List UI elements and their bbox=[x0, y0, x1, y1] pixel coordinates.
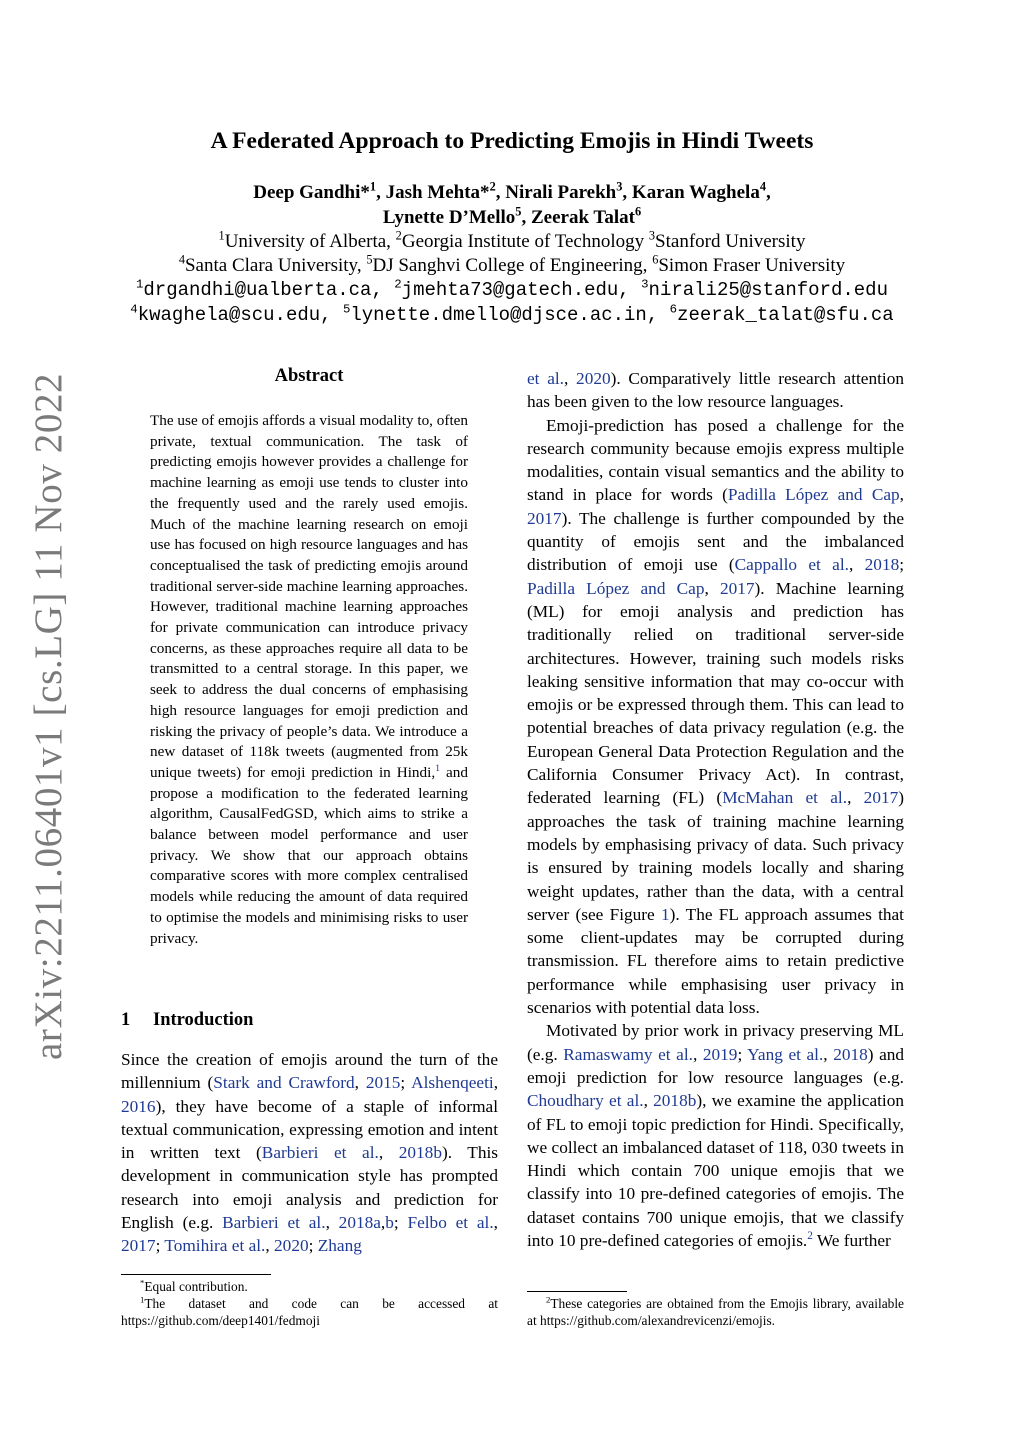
affiliation-marker: 1 bbox=[218, 228, 225, 243]
email-marker: 1 bbox=[135, 277, 144, 292]
email: drgandhi@ualberta.ca, bbox=[143, 279, 395, 301]
footnote-marker: * bbox=[140, 1277, 145, 1288]
citation-link[interactable]: 2018 bbox=[833, 1044, 868, 1064]
author-list bbox=[0, 180, 1024, 230]
right-column bbox=[527, 367, 904, 1252]
email-marker: 6 bbox=[669, 302, 678, 317]
author-marker: 4 bbox=[759, 179, 767, 194]
text: , bbox=[692, 1044, 703, 1064]
author-name: , Jash Mehta* bbox=[376, 182, 490, 203]
email: lynette.dmello@djsce.ac.in, bbox=[350, 304, 670, 326]
author-name: , Karan Waghela bbox=[622, 182, 760, 203]
text: ). Machine learning (ML) for emoji analysis and prediction has traditionally relied on traditional server-side architectures. However, training such models risks leaking sensitive information that may co-occur with emojis or be expressed through them. This can lead to potential breaches of data privacy regulation (e.g. the European General Data Protection Regulation and the California Consumer Privacy Act). In contrast, federated learning (FL) ( bbox=[527, 578, 904, 808]
author-name: , Nirali Parekh bbox=[495, 182, 617, 203]
email: nirali25@stanford.edu bbox=[648, 279, 888, 301]
citation-link[interactable]: 2017 bbox=[719, 578, 755, 598]
affiliation: Santa Clara University, bbox=[184, 255, 367, 276]
citation-link[interactable]: Tomihira et al. bbox=[164, 1236, 266, 1256]
affiliation-marker: 5 bbox=[366, 252, 373, 267]
author-name: Lynette D’Mello bbox=[382, 207, 516, 228]
footnote-rule bbox=[121, 1274, 271, 1275]
text: ), they have become of a staple of informal textual communication, expressing emotion and intent in written text ( bbox=[121, 1096, 498, 1163]
introduction-paragraph bbox=[121, 1048, 498, 1258]
author-marker: 6 bbox=[634, 204, 642, 219]
text: , bbox=[564, 369, 577, 388]
email-marker: 5 bbox=[342, 302, 351, 317]
affiliation: Stanford University bbox=[655, 231, 806, 252]
text: , bbox=[378, 1143, 399, 1163]
text: , bbox=[823, 1044, 834, 1064]
section-heading bbox=[121, 1010, 253, 1031]
footnote-text: The dataset and code can be accessed at https://github.com/deep1401/fedmoji bbox=[121, 1296, 498, 1328]
citation-link[interactable]: et al. bbox=[527, 369, 564, 388]
text: Emoji-prediction has posed a challenge for the research community because emojis express multiple modalities, contain visual semantics and the ability to stand in place for words ( bbox=[527, 415, 904, 505]
arxiv-identifier: arXiv:2211.06401v1 [cs.LG] 11 Nov 2022 bbox=[27, 372, 70, 1060]
abstract-heading: Abstract bbox=[274, 366, 344, 386]
citation-link[interactable]: Zhang bbox=[317, 1236, 362, 1256]
footnotes-left bbox=[121, 1278, 498, 1329]
paragraph-2 bbox=[527, 414, 904, 1020]
text: ; bbox=[308, 1236, 318, 1256]
citation-link[interactable]: McMahan et al. bbox=[722, 788, 848, 808]
text: We further bbox=[812, 1230, 891, 1250]
affiliation-marker: 3 bbox=[648, 228, 656, 243]
text: , bbox=[899, 485, 904, 505]
paragraph-3 bbox=[527, 1019, 904, 1252]
footnote-2 bbox=[527, 1295, 904, 1329]
text: ) approaches the task of training machine learning models by emphasising privacy of data. Such privacy is ensured by training models locally and sharing weight updates, rather than the data, with a central server (see Figure bbox=[527, 788, 904, 924]
email-marker: 4 bbox=[130, 302, 138, 317]
citation-link[interactable]: Padilla López and Cap bbox=[527, 578, 705, 598]
author-marker: 5 bbox=[515, 204, 522, 219]
email-marker: 3 bbox=[641, 277, 649, 292]
text: ). This development in communication style has prompted research into emoji analysis and prediction for English (e.g. bbox=[121, 1143, 499, 1233]
citation-link[interactable]: 2018 bbox=[864, 555, 900, 575]
text: ; bbox=[400, 1073, 412, 1093]
text: Motivated by prior work in privacy preserving ML (e.g. bbox=[527, 1021, 904, 1064]
text: , bbox=[325, 1213, 339, 1233]
paragraph-1 bbox=[527, 367, 904, 414]
citation-link[interactable]: Ramaswamy et al. bbox=[563, 1044, 693, 1064]
email-list bbox=[0, 278, 1024, 328]
citation-link[interactable]: 2017 bbox=[121, 1236, 156, 1256]
affiliation: Simon Fraser University bbox=[658, 255, 846, 276]
text: , bbox=[354, 1073, 366, 1093]
abstract-body bbox=[150, 411, 468, 949]
text: Since the creation of emojis around the turn of the millennium ( bbox=[121, 1050, 498, 1093]
text: ). The FL approach assumes that some client-updates may be corrupted during transmission. FL therefore aims to retain predictive performance while emphasising user privacy in scenarios with potential data loss. bbox=[527, 904, 904, 1018]
paper-title: A Federated Approach to Predicting Emojis in Hindi Tweets bbox=[210, 128, 814, 154]
citation-link[interactable]: 2020 bbox=[274, 1236, 309, 1256]
email-marker: 2 bbox=[394, 277, 402, 292]
affiliation: University of Alberta, bbox=[224, 231, 396, 252]
text: ). Comparatively little research attention has been given to the low resource languages. bbox=[527, 369, 904, 412]
citation-link[interactable]: 2017 bbox=[527, 508, 562, 528]
affiliation: Georgia Institute of Technology bbox=[401, 231, 649, 252]
section-number: 1 bbox=[121, 1010, 131, 1030]
citation-link[interactable]: b bbox=[385, 1213, 394, 1233]
abstract-text: The use of emojis affords a visual modality to, often private, textual communication. The task of predicting emojis however provides a challenge for machine learning as emoji use tends to cluster into the frequently used and the rarely used emojis. Much of the machine learning research on emoji use has focused on high resource languages and has conceptualised the task of predicting emojis around traditional server-side machine learning approaches. However, traditional machine learning approaches for private communication can introduce privacy concerns, as these approaches require all data to be transmitted to a central storage. In this paper, we seek to address the dual concerns of emphasising high resource languages for emoji prediction and risking the privacy of people’s data. We introduce a new dataset of 118k tweets (augmented from 25k unique tweets) for emoji prediction in Hindi, bbox=[150, 412, 468, 781]
text: , bbox=[380, 1213, 386, 1233]
citation-link[interactable]: 2016 bbox=[121, 1096, 156, 1116]
text: , bbox=[704, 578, 720, 598]
citation-link[interactable]: Barbieri et al. bbox=[261, 1143, 379, 1163]
affiliation-list bbox=[0, 230, 1024, 278]
email: zeerak_talat@sfu.ca bbox=[677, 304, 894, 326]
citation-link[interactable]: 2017 bbox=[863, 788, 899, 808]
affiliation-marker: 4 bbox=[178, 252, 185, 267]
text: , bbox=[493, 1213, 498, 1233]
author-marker: 1 bbox=[369, 179, 377, 194]
text: ) and emoji prediction for low resource languages (e.g. bbox=[527, 1044, 905, 1087]
footnote-link[interactable]: 1 bbox=[435, 762, 441, 774]
citation-link[interactable]: Cappallo et al. bbox=[734, 555, 849, 575]
citation-link[interactable]: 2020 bbox=[576, 369, 611, 388]
abstract-text: and propose a modification to the federated learning algorithm, CausalFedGSD, which aims to strike a balance between model performance and user privacy. We show that our approach obtains comparative scores with more complex centralised models while reducing the amount of data required to optimise the models and minimising risks to user privacy. bbox=[150, 763, 468, 947]
citation-link[interactable]: Choudhary et al. bbox=[527, 1091, 644, 1111]
author-separator: , bbox=[766, 182, 771, 203]
text: ; bbox=[393, 1213, 408, 1233]
text: ; bbox=[737, 1044, 748, 1064]
citation-link[interactable]: Yang et al. bbox=[747, 1044, 824, 1064]
footnote-marker: 1 bbox=[140, 1294, 145, 1305]
citation-link[interactable]: 2018b bbox=[398, 1143, 442, 1163]
text: , bbox=[848, 555, 865, 575]
author-name: , Zeerak Talat bbox=[521, 207, 635, 228]
citation-link[interactable]: Barbieri et al. bbox=[222, 1213, 326, 1233]
author-name: Deep Gandhi* bbox=[253, 182, 370, 203]
citation-link[interactable]: 2019 bbox=[702, 1044, 738, 1064]
citation-link[interactable]: 2018a bbox=[338, 1213, 381, 1233]
citation-link[interactable]: 2018b bbox=[653, 1091, 697, 1111]
text: ), we examine the application of FL to emoji topic prediction for Hindi. Specifically, we collect an imbalanced dataset of 118, 030 tweets in Hindi which contain 700 unique emojis that we classify into 10 pre-defined categories of emojis. The dataset contains 700 unique emojis, that we classify into 10 pre-defined categories of emojis. bbox=[527, 1091, 904, 1250]
intro-paragraph bbox=[121, 1048, 498, 1258]
footnote-text: Equal contribution. bbox=[144, 1279, 248, 1294]
section-title: Introduction bbox=[153, 1010, 254, 1030]
footnote-1 bbox=[121, 1295, 498, 1329]
figure-link[interactable]: 1 bbox=[660, 904, 670, 924]
citation-link[interactable]: Alshenqeeti bbox=[411, 1073, 494, 1093]
citation-link[interactable]: 2015 bbox=[365, 1073, 401, 1093]
citation-link[interactable]: Padilla López and Cap bbox=[727, 485, 900, 505]
footnote-text: These categories are obtained from the Emojis library, available at https://github.com/alexandrevicenzi/emojis. bbox=[527, 1296, 904, 1328]
email: jmehta73@gatech.edu, bbox=[401, 279, 642, 301]
text: , bbox=[847, 788, 864, 808]
text: , bbox=[265, 1236, 275, 1256]
footnote-link[interactable]: 2 bbox=[807, 1230, 813, 1243]
email: kwaghela@scu.edu, bbox=[137, 304, 343, 326]
citation-link[interactable]: Stark and Crawford bbox=[213, 1073, 355, 1093]
text: ; bbox=[899, 555, 905, 575]
text: ; bbox=[155, 1236, 165, 1256]
affiliation-marker: 6 bbox=[652, 252, 659, 267]
author-marker: 3 bbox=[616, 179, 623, 194]
affiliation-marker: 2 bbox=[395, 228, 402, 243]
abstract-paragraph bbox=[150, 411, 468, 949]
text: ). The challenge is further compounded by the quantity of emojis sent and the imbalanced distribution of emoji use ( bbox=[527, 508, 904, 575]
text: , bbox=[493, 1073, 499, 1093]
footnote-marker: 2 bbox=[546, 1294, 551, 1305]
affiliation: DJ Sanghvi College of Engineering, bbox=[372, 255, 653, 276]
footnote-rule bbox=[527, 1291, 627, 1292]
text: , bbox=[643, 1091, 654, 1111]
footnote-equal-contribution bbox=[121, 1278, 498, 1295]
author-marker: 2 bbox=[489, 179, 496, 194]
citation-link[interactable]: Felbo et al. bbox=[407, 1213, 494, 1233]
